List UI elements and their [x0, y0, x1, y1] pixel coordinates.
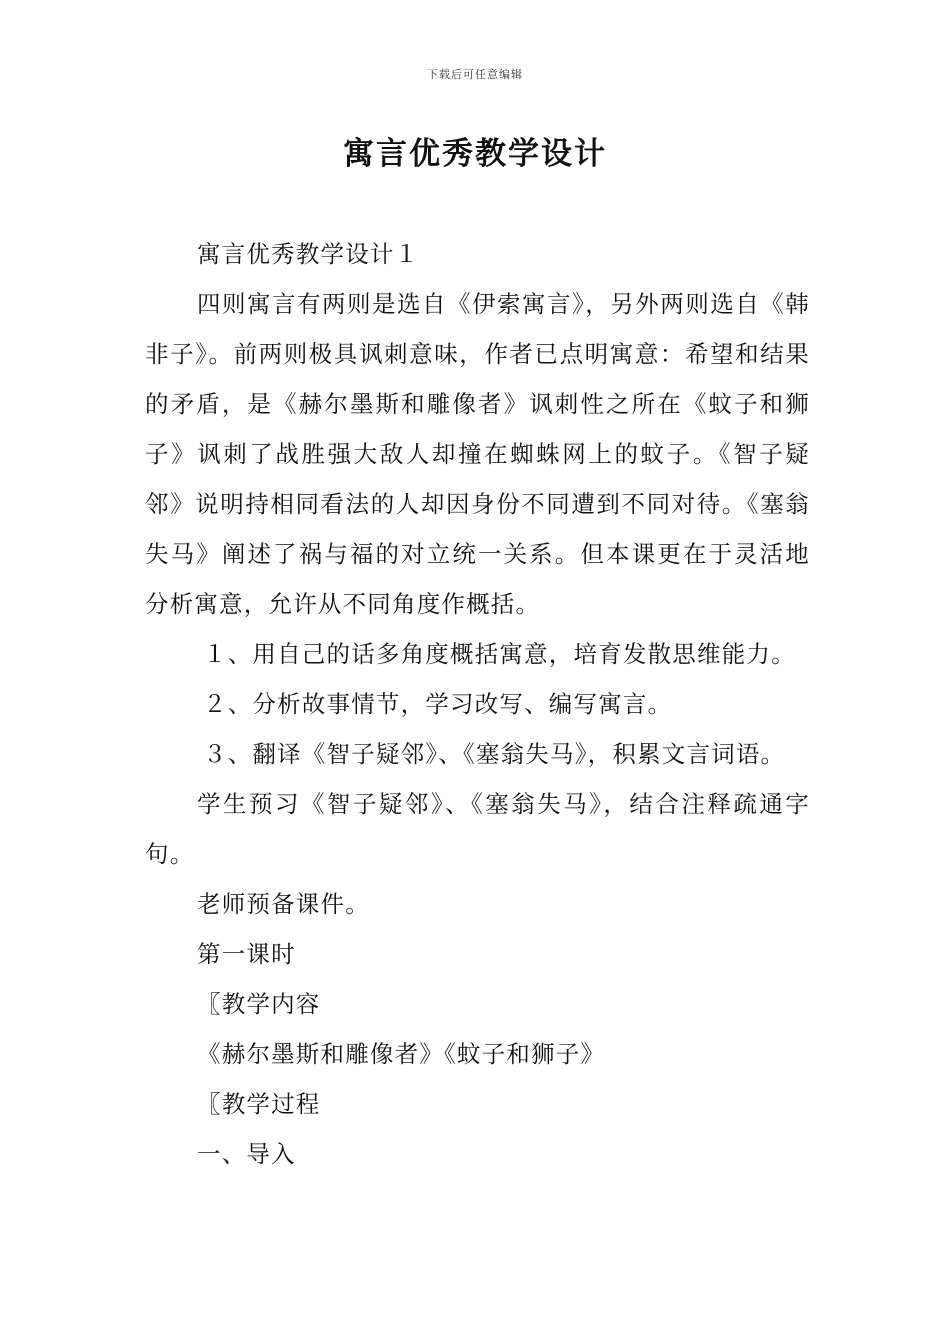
objective-3: ３、翻译《智子疑邻》、《塞翁失马》，积累文言词语。 — [203, 740, 786, 768]
lesson-period: 第一课时 — [197, 940, 296, 968]
teaching-content: 《赫尔墨斯和雕像者》《蚊子和狮子》 — [197, 1040, 606, 1068]
teaching-process-heading: 〖教学过程 — [197, 1090, 321, 1118]
student-prep: 学生预习《智子疑邻》、《塞翁失马》，结合注释疏通字句。 — [145, 790, 810, 868]
document-body — [145, 229, 810, 1179]
document-title: 寓言优秀教学设计 — [343, 136, 607, 172]
teacher-prep: 老师预备课件。 — [197, 890, 370, 918]
header-note: 下载后可任意编辑 — [427, 68, 523, 81]
objective-2: ２、分析故事情节，学习改写、编写寓言。 — [203, 690, 673, 718]
teaching-content-heading: 〖教学内容 — [197, 990, 321, 1018]
section-heading: 寓言优秀教学设计１ — [197, 240, 420, 268]
objective-1: １、用自己的话多角度概括寓意，培育发散思维能力。 — [203, 640, 796, 668]
step-introduction: 一、导入 — [197, 1140, 296, 1168]
intro-paragraph: 四则寓言有两则是选自《伊索寓言》，另外两则选自《韩非子》。前两则极具讽刺意味，作者已点明寓意：希望和结果的矛盾，是《赫尔墨斯和雕像者》讽刺性之所在《蚊子和狮子》讽刺了战胜强大敌人却撞在蜘蛛网上的蚊子。《智子疑邻》说明持相同看法的人却因身份不同遭到不同对待。《塞翁失马》阐述了祸与福的对立统一关系。但本课更在于灵活地分析寓意，允许从不同角度作概括。 — [145, 290, 810, 618]
